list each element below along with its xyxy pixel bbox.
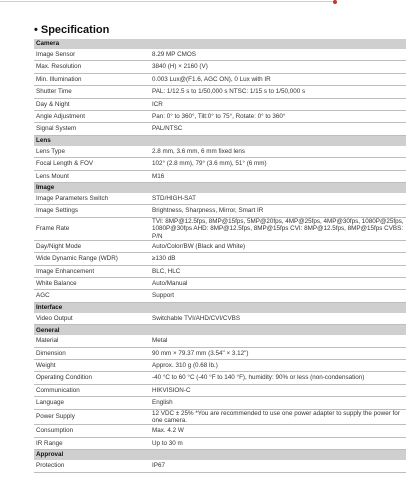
- spec-value: Switchable TVI/AHD/CVI/CVBS: [150, 313, 406, 325]
- table-row: [34, 98, 406, 110]
- spec-label: Wide Dynamic Range (WDR): [34, 253, 150, 265]
- spec-value: IP67: [150, 460, 406, 472]
- spec-value: 12 VDC ± 25% *You are recommended to use one power adapter to supply the power for one camera.: [150, 409, 406, 425]
- section-title: Interface: [34, 302, 406, 313]
- spec-label: Max. Resolution: [34, 61, 150, 73]
- spec-value: M16: [150, 170, 406, 182]
- table-row: [34, 290, 406, 302]
- table-row: [34, 146, 406, 158]
- table-row: [34, 49, 406, 61]
- table-row: [34, 86, 406, 98]
- spec-label: Signal System: [34, 123, 150, 135]
- table-row: [34, 73, 406, 85]
- spec-label: Weight: [34, 360, 150, 372]
- spec-label: Protection: [34, 460, 150, 472]
- table-row: [34, 397, 406, 409]
- spec-value: Auto/Color/BW (Black and White): [150, 240, 406, 252]
- spec-value: PAL: 1/12.5 s to 1/50,000 s NTSC: 1/15 s to 1/50,000 s: [150, 86, 406, 98]
- spec-label: Angle Adjustment: [34, 110, 150, 122]
- spec-label: Communication: [34, 384, 150, 396]
- spec-value: Brightness, Sharpness, Mirror, Smart IR: [150, 205, 406, 217]
- spec-value: 90 mm × 79.37 mm (3.54" × 3.12"): [150, 347, 406, 359]
- table-row: [34, 335, 406, 347]
- spec-label: Material: [34, 335, 150, 347]
- table-row: [34, 409, 406, 425]
- spec-value: Support: [150, 290, 406, 302]
- spec-label: Day & Night: [34, 98, 150, 110]
- table-row: [34, 460, 406, 472]
- spec-value: English: [150, 397, 406, 409]
- spec-label: Dimension: [34, 347, 150, 359]
- spec-label: Consumption: [34, 425, 150, 437]
- title-text: Specification: [40, 24, 110, 36]
- spec-value: Pan: 0° to 360°, Tilt:0° to 75°, Rotate: 0° to 360°: [150, 110, 406, 122]
- table-row: [34, 360, 406, 372]
- spec-value: 0.003 Lux@(F1.6, AGC ON), 0 Lux with IR: [150, 73, 406, 85]
- spec-label: Image Parameters Switch: [34, 193, 150, 205]
- spec-value: Auto/Manual: [150, 278, 406, 290]
- specification-table: [34, 39, 406, 473]
- spec-label: Frame Rate: [34, 217, 150, 240]
- section-header: [34, 302, 406, 313]
- spec-value: ICR: [150, 98, 406, 110]
- section-title: Image: [34, 182, 406, 193]
- spec-label: AGC: [34, 290, 150, 302]
- section-header: [34, 135, 406, 146]
- spec-label: Image Settings: [34, 205, 150, 217]
- spec-label: Lens Type: [34, 146, 150, 158]
- spec-label: IR Range: [34, 437, 150, 449]
- table-row: [34, 193, 406, 205]
- spec-label: White Balance: [34, 278, 150, 290]
- spec-label: Min. Illumination: [34, 73, 150, 85]
- title-bullet: •: [34, 24, 38, 36]
- spec-label: Video Output: [34, 313, 150, 325]
- spec-label: Focal Length & FOV: [34, 158, 150, 170]
- spec-label: Operating Condition: [34, 372, 150, 384]
- spec-value: STD/HIGH-SAT: [150, 193, 406, 205]
- table-row: [34, 265, 406, 277]
- table-row: [34, 347, 406, 359]
- table-row: [34, 158, 406, 170]
- spec-label: Day/Night Mode: [34, 240, 150, 252]
- spec-label: Image Enhancement: [34, 265, 150, 277]
- top-rule: [0, 0, 414, 4]
- spec-value: PAL/NTSC: [150, 123, 406, 135]
- section-title: Approval: [34, 450, 406, 461]
- table-row: [34, 217, 406, 240]
- section-header: [34, 182, 406, 193]
- table-row: [34, 372, 406, 384]
- table-row: [34, 110, 406, 122]
- table-row: [34, 205, 406, 217]
- spec-value: 3840 (H) × 2160 (V): [150, 61, 406, 73]
- table-row: [34, 253, 406, 265]
- spec-value: TVI: 8MP@12.5fps, 8MP@15fps, 5MP@20fps, 4MP@25fps, 4MP@30fps, 1080P@25fps, 1080P@30fps AHD: 8MP@12.5fps, 8MP@15fps CVI: 8MP@12.5fps, 8MP@15fps CVBS: P/N: [150, 217, 406, 240]
- spec-value: Up to 30 m: [150, 437, 406, 449]
- table-row: [34, 240, 406, 252]
- section-header: [34, 39, 406, 49]
- section-title: Lens: [34, 135, 406, 146]
- table-row: [34, 313, 406, 325]
- spec-value: Metal: [150, 335, 406, 347]
- spec-label: Shutter Time: [34, 86, 150, 98]
- section-title: General: [34, 325, 406, 336]
- spec-value: 102° (2.8 mm), 79° (3.6 mm), 51° (6 mm): [150, 158, 406, 170]
- spec-value: 2.8 mm, 3.6 mm, 6 mm fixed lens: [150, 146, 406, 158]
- red-marker-dot: [333, 0, 337, 4]
- spec-value: Approx. 310 g (0.68 lb.): [150, 360, 406, 372]
- spec-label: Image Sensor: [34, 49, 150, 61]
- spec-value: ≥130 dB: [150, 253, 406, 265]
- spec-value: 8.29 MP CMOS: [150, 49, 406, 61]
- section-title: Camera: [34, 39, 406, 49]
- spec-value: -40 °C to 60 °C (-40 °F to 140 °F), humidity: 90% or less (non-condensation): [150, 372, 406, 384]
- spec-label: Language: [34, 397, 150, 409]
- table-row: [34, 170, 406, 182]
- table-row: [34, 437, 406, 449]
- table-row: [34, 278, 406, 290]
- table-row: [34, 425, 406, 437]
- section-header: [34, 450, 406, 461]
- spec-value: HIKVISION-C: [150, 384, 406, 396]
- section-header: [34, 325, 406, 336]
- table-row: [34, 123, 406, 135]
- top-divider: [0, 1, 336, 2]
- table-row: [34, 384, 406, 396]
- spec-label: Power Supply: [34, 409, 150, 425]
- spec-value: Max. 4.2 W: [150, 425, 406, 437]
- spec-label: Lens Mount: [34, 170, 150, 182]
- page-title: [34, 24, 109, 36]
- spec-value: BLC, HLC: [150, 265, 406, 277]
- table-row: [34, 61, 406, 73]
